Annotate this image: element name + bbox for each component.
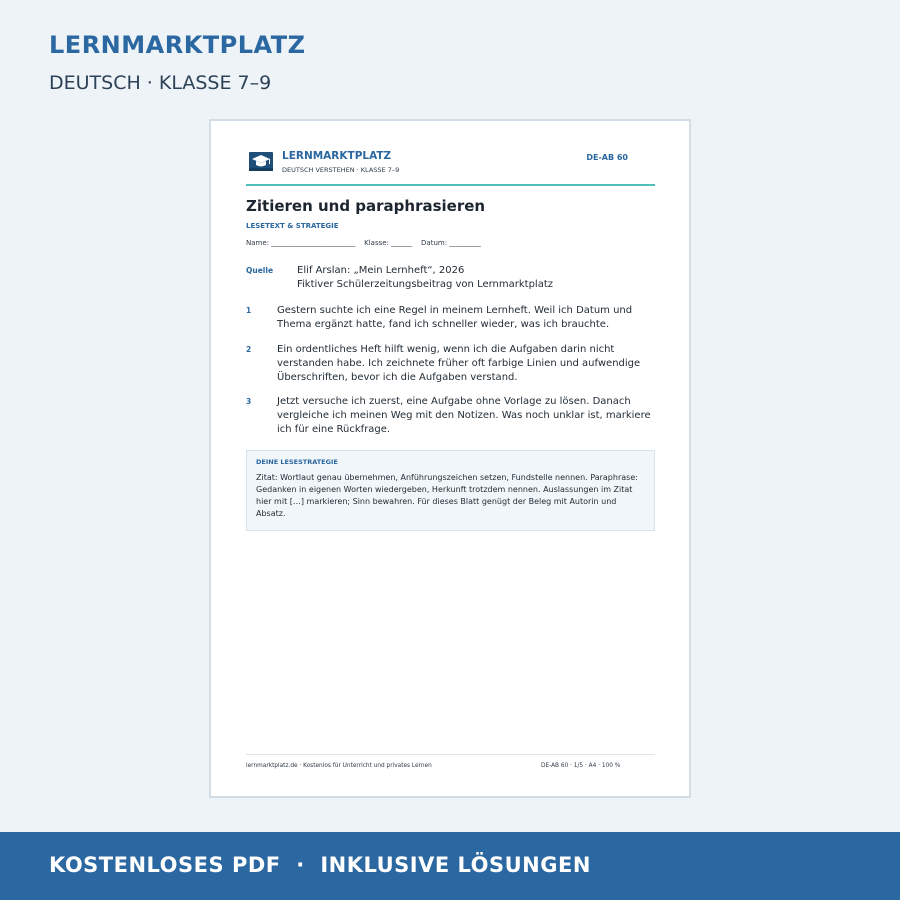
paragraph-number: 2 — [246, 345, 252, 354]
name-class-date-fields: Name: ________________________ Klasse: ______ Datum: _________ — [246, 239, 481, 247]
source-line-author: Elif Arslan: „Mein Lernheft“, 2026 — [297, 265, 465, 276]
worksheet-title: Zitieren und paraphrasieren — [246, 197, 486, 215]
banner-text: KOSTENLOSES PDF · INKLUSIVE LÖSUNGEN — [49, 853, 591, 877]
worksheet-preview[interactable] — [209, 119, 691, 798]
graduation-cap-book-icon — [248, 150, 274, 172]
paragraph-number: 3 — [246, 397, 252, 406]
paragraph-text: Ein ordentliches Heft hilft wenig, wenn ich die Aufgaben darin nicht verstanden habe. Ich zeichnete früher oft farbige Linien und aufwendige Überschriften, bevor ich die Aufgaben verstand. — [277, 344, 641, 383]
footer-website: lernmarktplatz.de · Kostenlos für Unterricht und privates Lernen — [246, 763, 432, 769]
reading-strategy-box — [246, 450, 655, 531]
sheet-code: DE-AB 60 — [586, 153, 628, 162]
page-brand-title: LERNMARKTPLATZ — [49, 31, 306, 59]
paragraph-text: Gestern suchte ich eine Regel in meinem Lernheft. Weil ich Datum und Thema ergänzt hatte, fand ich schneller wieder, was ich brauchte. — [277, 305, 633, 330]
footer-divider — [246, 754, 655, 755]
strategy-text: Zitat: Wortlaut genau übernehmen, Anführungszeichen setzen, Fundstelle nennen. Paraphrase: Gedanken in eigenen Worten wiedergeben, Herkunft trotzdem nennen. Auslassungen im Zitat hier mit […] markieren; Sinn bewahren. Für dieses Blatt genügt der Beleg mit Autorin und Absatz. — [256, 473, 638, 518]
strategy-title: DEINE LESESTRATEGIE — [256, 458, 338, 466]
paragraph-number: 1 — [246, 306, 252, 315]
sheet-brand-subtitle: DEUTSCH VERSTEHEN · KLASSE 7–9 — [282, 166, 400, 174]
section-label: LESETEXT & STRATEGIE — [246, 222, 339, 230]
source-line-publisher: Fiktiver Schülerzeitungsbeitrag von Lernmarktplatz — [297, 279, 554, 290]
source-citation — [297, 264, 553, 292]
header-divider — [246, 184, 655, 186]
paragraph-text: Jetzt versuche ich zuerst, eine Aufgabe ohne Vorlage zu lösen. Danach vergleiche ich meinen Weg mit den Notizen. Was noch unklar ist, markiere ich für eine Rückfrage. — [277, 396, 651, 435]
bottom-banner — [0, 832, 900, 900]
sheet-brand: LERNMARKTPLATZ — [282, 150, 392, 162]
footer-page-info: DE-AB 60 · 1/5 · A4 · 100 % — [541, 763, 621, 769]
page-brand-subtitle: DEUTSCH · KLASSE 7–9 — [49, 72, 272, 94]
source-label: Quelle — [246, 266, 274, 275]
